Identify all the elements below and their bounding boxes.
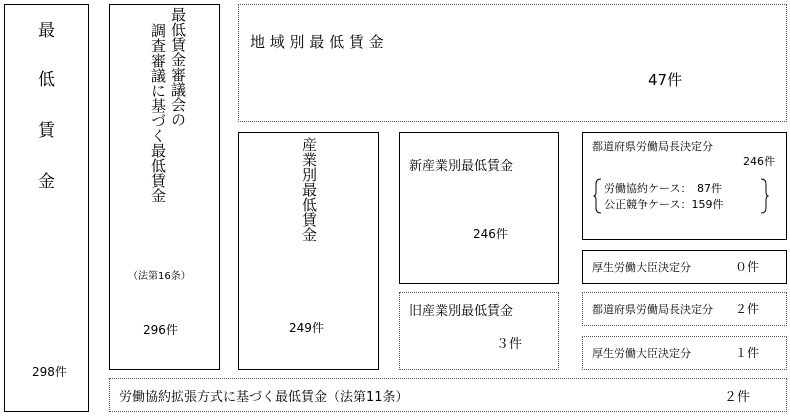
minister-decision-new-count: ０件: [735, 260, 760, 274]
prefectural-decision-label: 都道府県労働局長決定分: [592, 140, 713, 153]
fair-competition-case: 公正競争ケース：159件: [604, 198, 724, 211]
agreement-extension-label: 労働協約拡張方式に基づく最低賃金（法第11条）: [119, 390, 409, 405]
new-industrial-wage-box: [399, 132, 559, 284]
minister-decision-new-label: 厚生労働大臣決定分: [592, 261, 691, 274]
council-based-label-line1: 最低賃金審議会の: [169, 7, 187, 127]
council-based-wage-box: [109, 4, 220, 370]
minister-decision-new-box: [582, 250, 787, 284]
regional-wage-box: [238, 4, 787, 122]
industrial-wage-box: [238, 132, 379, 370]
industrial-wage-count: 249件: [289, 321, 324, 335]
minimum-wage-box: [4, 4, 89, 412]
old-industrial-wage-count: ３件: [496, 337, 523, 352]
minimum-wage-label-char-1: 最: [38, 21, 55, 41]
labor-agreement-case: 労働協約ケース： 87件: [604, 182, 722, 195]
new-industrial-wage-label: 新産業別最低賃金: [409, 159, 514, 174]
prefectural-decision-old-label: 都道府県労働局長決定分: [592, 303, 713, 316]
council-based-count: 296件: [143, 323, 178, 337]
industrial-wage-label: 産業別最低賃金: [300, 137, 318, 242]
minimum-wage-label-char-4: 金: [38, 172, 55, 192]
prefectural-decision-old-box: [582, 292, 787, 326]
prefectural-decision-count: 246件: [743, 155, 775, 168]
minister-decision-old-box: [582, 336, 787, 370]
council-based-law-reference: （法第16条）: [128, 271, 191, 282]
right-brace-icon: [759, 178, 769, 214]
new-industrial-wage-count: 246件: [473, 227, 508, 241]
agreement-extension-count: ２件: [724, 390, 751, 405]
minimum-wage-count: 298件: [32, 365, 67, 379]
old-industrial-wage-box: [399, 292, 559, 370]
council-based-label-line2: 調査審議に基づく最低賃金: [149, 23, 167, 203]
minimum-wage-label-char-2: 低: [38, 70, 55, 90]
prefectural-decision-old-count: ２件: [735, 302, 760, 316]
agreement-extension-box: [109, 378, 787, 412]
minimum-wage-label-char-3: 賃: [38, 121, 55, 141]
regional-wage-label: 地 域 別 最 低 賃 金: [250, 33, 384, 51]
left-brace-icon: [593, 178, 603, 214]
regional-wage-count: 47件: [648, 71, 683, 89]
prefectural-decision-box: [582, 132, 787, 240]
old-industrial-wage-label: 旧産業別最低賃金: [409, 304, 514, 319]
minister-decision-old-count: １件: [735, 346, 760, 360]
minister-decision-old-label: 厚生労働大臣決定分: [592, 347, 691, 360]
